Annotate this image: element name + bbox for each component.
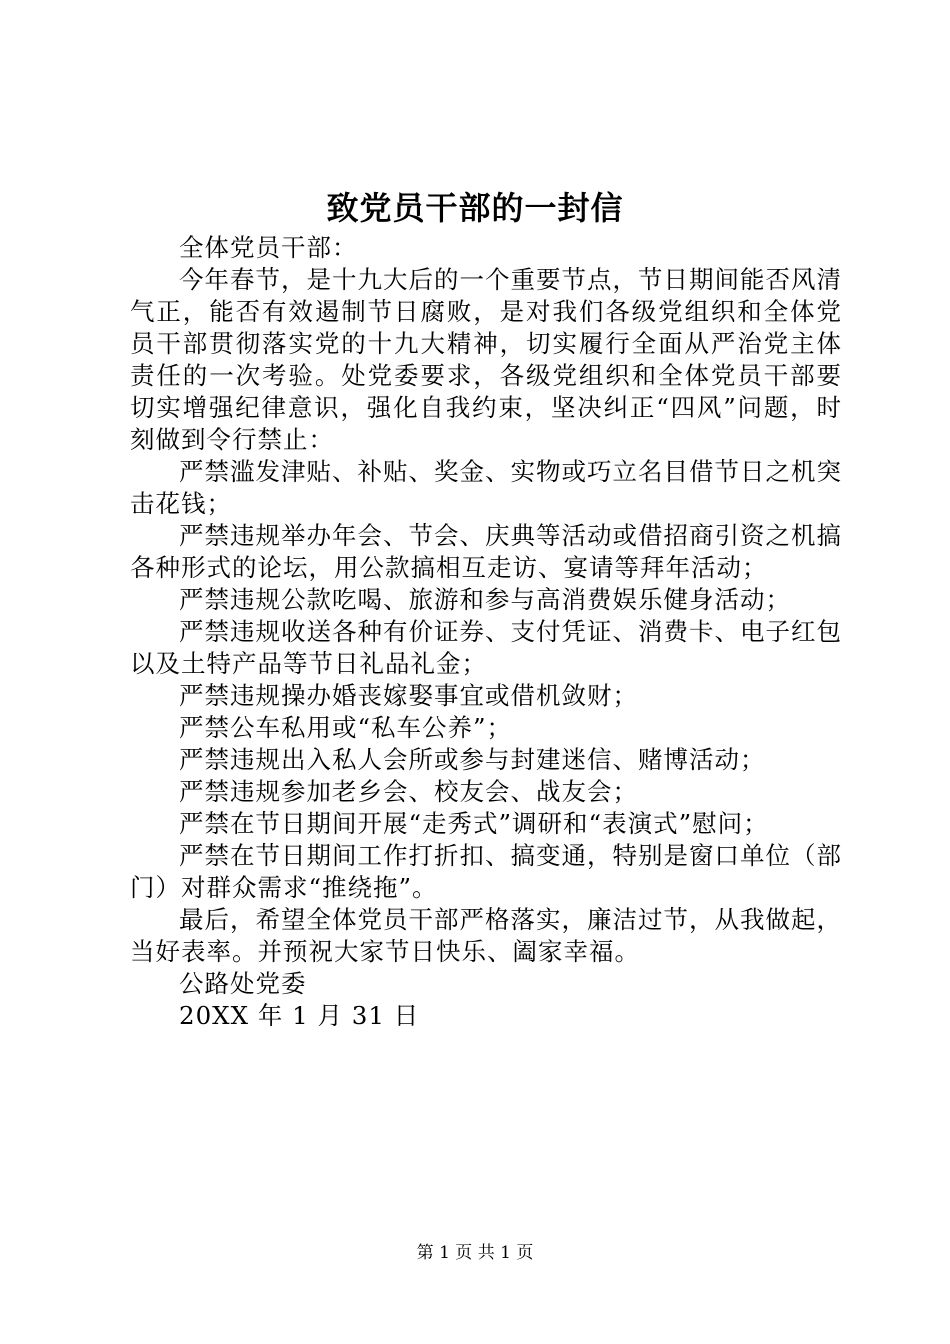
rule-item: 严禁违规公款吃喝、旅游和参与高消费娱乐健身活动； [179, 585, 791, 614]
salutation: 全体党员干部： [179, 233, 358, 262]
rule-item: 严禁公车私用或“私车公养”； [179, 713, 513, 742]
rule-item: 严禁违规举办年会、节会、庆典等活动或借招商引资之机搞各种形式的论坛，用公款搞相互走访、宴请等拜年活动； [130, 521, 842, 582]
rule-item: 严禁违规收送各种有价证券、支付凭证、消费卡、电子红包以及土特产品等节日礼品礼金； [130, 617, 842, 678]
page-footer: 第 1 页 共 1 页 [416, 1243, 534, 1263]
document-title: 致党员干部的一封信 [326, 189, 624, 227]
rule-item: 严禁违规出入私人会所或参与封建迷信、赌博活动； [179, 745, 766, 774]
signature: 公路处党委 [179, 969, 307, 998]
intro-paragraph: 今年春节，是十九大后的一个重要节点，节日期间能否风清气正，能否有效遏制节日腐败，是对我们各级党组织和全体党员干部贯彻落实党的十九大精神，切实履行全面从严治党主体责任的一次考验。处党委要求，各级党组织和全体党员干部要切实增强纪律意识，强化自我约束，坚决纠正“四风”问题，时刻做到令行禁止： [130, 265, 842, 454]
closing-paragraph: 最后，希望全体党员干部严格落实，廉洁过节，从我做起，当好表率。并预祝大家节日快乐、阖家幸福。 [130, 905, 842, 966]
date-line: 20XX 年 1 月 31 日 [179, 1001, 420, 1030]
rule-item: 严禁滥发津贴、补贴、奖金、实物或巧立名目借节日之机突击花钱； [130, 457, 842, 518]
letter-body [130, 232, 842, 1032]
rule-item: 严禁在节日期间工作打折扣、搞变通，特别是窗口单位（部门）对群众需求“推绕拖”。 [130, 841, 842, 902]
rule-item: 严禁违规参加老乡会、校友会、战友会； [179, 777, 638, 806]
rule-item: 严禁违规操办婚丧嫁娶事宜或借机敛财； [179, 681, 638, 710]
rule-item: 严禁在节日期间开展“走秀式”调研和“表演式”慰问； [179, 809, 769, 838]
